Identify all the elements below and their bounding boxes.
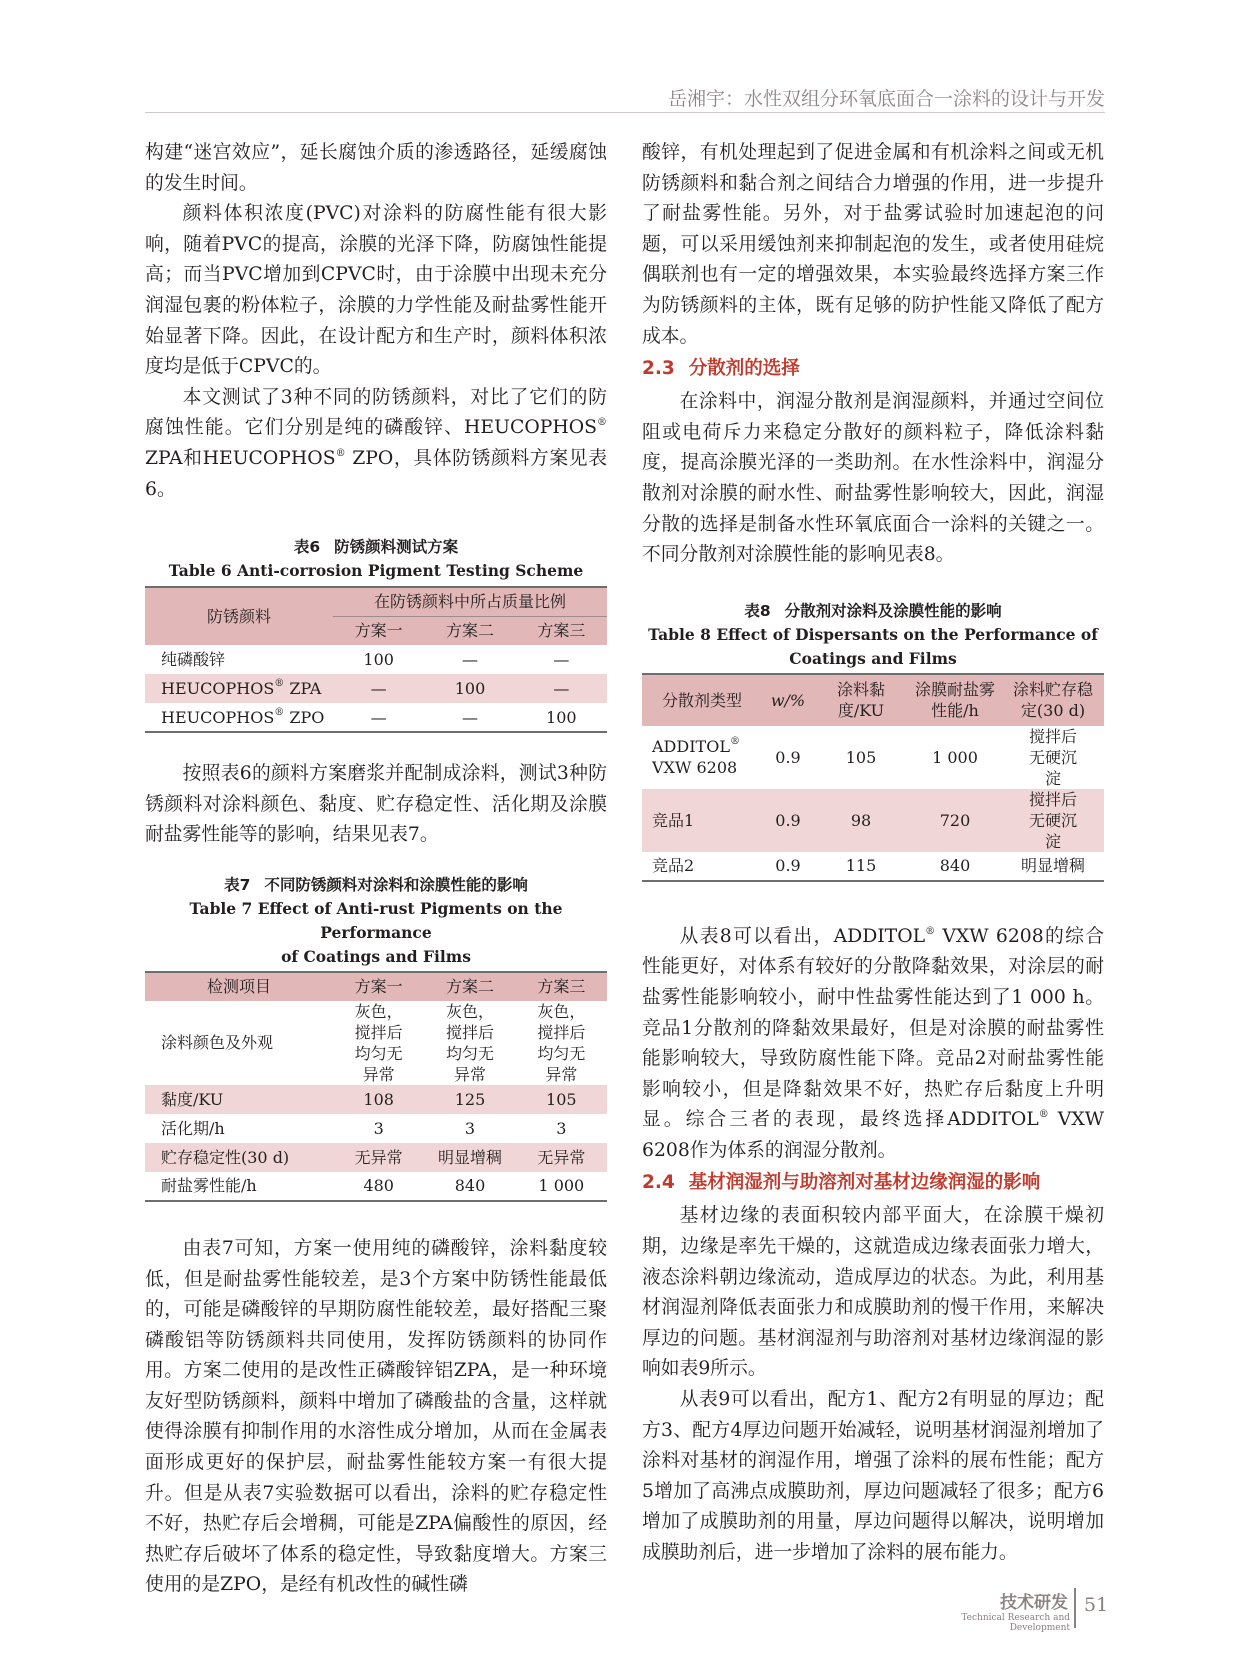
table8-header-stability: 涂料贮存稳定(30 d): [1002, 674, 1104, 726]
table8: [642, 673, 1104, 882]
table7-header-scheme1: 方案一: [333, 972, 424, 1001]
table-row: 竞品1 0.9 98 720 搅拌后无硬沉淀: [642, 789, 1104, 852]
registered-mark: ®: [925, 925, 936, 937]
table6-header-pigment: 防锈颜料: [145, 587, 333, 645]
table-row: 贮存稳定性(30 d) 无异常 明显增稠 无异常: [145, 1143, 607, 1172]
section-heading-2-4: 2.4 基材润湿剂与助溶剂对基材边缘润湿的影响: [642, 1172, 1041, 1194]
table6-header-scheme2: 方案二: [424, 616, 515, 645]
table-row: 黏度/KU 108 125 105: [145, 1085, 607, 1114]
table7-caption-cn: 表7 不同防锈颜料对涂料和涂膜性能的影响: [224, 875, 528, 894]
table8-header-saltspray: 涂膜耐盐雾性能/h: [908, 674, 1002, 726]
table7-header-scheme2: 方案二: [424, 972, 515, 1001]
paragraph: 构建“迷宫效应”，延长腐蚀介质的渗透路径，延缓腐蚀的发生时间。: [145, 142, 607, 194]
table8-caption-en-2: Coatings and Films: [789, 648, 957, 668]
paragraph: 本文测试了3种不同的防锈颜料，对比了它们的防腐蚀性能。它们分别是纯的磷酸锌、HEUCOPHOS® ZPA和HEUCOPHOS® ZPO，具体防锈颜料方案见表6。: [145, 386, 607, 500]
paragraph: 颜料体积浓度(PVC)对涂料的防腐性能有很大影响，随着PVC的提高，涂膜的光泽下降，防腐蚀性能提高；而当PVC增加到CPVC时，由于涂膜中出现未充分润湿包裹的粉体粒子，涂膜的力学性能及耐盐雾性能开始显著下降。因此，在设计配方和生产时，颜料体积浓度均是低于CPVC的。: [145, 203, 607, 378]
table8-caption-en: Table 8 Effect of Dispersants on the Performance of: [648, 624, 1098, 644]
table-row: 耐盐雾性能/h 480 840 1 000: [161, 1176, 585, 1196]
table-row: 纯磷酸锌 100 — —: [161, 650, 570, 670]
table7-header-item: 检测项目: [145, 972, 333, 1001]
running-head: 岳湘宇：水性双组分环氧底面合一涂料的设计与开发: [667, 88, 1105, 110]
paragraph: 酸锌，有机处理起到了促进金属和有机涂料之间或无机防锈颜料和黏合剂之间结合力增强的作用，进一步提升了耐盐雾性能。另外，对于盐雾试验时加速起泡的问题，可以采用缓蚀剂来抑制起泡的发生，或者使用硅烷偶联剂也有一定的增强效果，本实验最终选择方案三作为防锈颜料的主体，既有足够的防护性能又降低了配方成本。: [642, 142, 1104, 347]
registered-mark: ®: [597, 417, 607, 429]
page-number: 51: [1084, 1594, 1109, 1616]
paragraph: 在涂料中，润湿分散剂是润湿颜料，并通过空间位阻或电荷斥力来稳定分散好的颜料粒子，降低涂料黏度，提高涂膜光泽的一类助剂。在水性涂料中，润湿分散剂对涂膜的耐水性、耐盐雾性影响较大，因此，润湿分散的选择是制备水性环氧底面合一涂料的关键之一。不同分散剂对涂膜性能的影响见表8。: [642, 391, 1104, 566]
section-heading-2-3: 2.3 分散剂的选择: [642, 358, 800, 380]
table6-caption-cn: 表6 防锈颜料测试方案: [293, 538, 459, 557]
left-column: [145, 138, 607, 1601]
table7-caption-en: Table 7 Effect of Anti-rust Pigments on the Performance: [189, 898, 563, 942]
footer-divider: [1074, 1588, 1076, 1628]
table-row: 涂料颜色及外观 灰色，搅拌后均匀无异常 灰色，搅拌后均匀无异常 灰色，搅拌后均匀无异常: [161, 1001, 586, 1084]
table8-header-type: 分散剂类型: [642, 674, 762, 726]
table6-header-group: 在防锈颜料中所占质量比例: [333, 587, 607, 616]
table-row: 竞品2 0.9 115 840 明显增稠: [652, 856, 1085, 876]
table8-header-viscosity: 涂料黏度/KU: [814, 674, 908, 726]
paragraph: 从表8可以看出，ADDITOL® VXW 6208的综合性能更好，对体系有较好的分散降黏效果，对涂层的耐盐雾性能影响较小，耐中性盐雾性能达到了1 000 h。竞品1分散剂的降黏效果最好，但是对涂膜的耐盐雾性能影响较大，导致防腐性能下降。竞品2对耐盐雾性能影响较小，但是降黏效果不好，热贮存后黏度上升明显。综合三者的表现，最终选择ADDITOL® VXW 6208作为体系的润湿分散剂。: [642, 925, 1104, 1161]
registered-mark: ®: [1038, 1109, 1049, 1121]
paragraph: 由表7可知，方案一使用纯的磷酸锌，涂料黏度较低，但是耐盐雾性能较差，是3个方案中防锈性能最低的，可能是磷酸锌的早期防腐性能较差，最好搭配三聚磷酸铝等防锈颜料共同使用，发挥防锈颜料的协同作用。方案二使用的是改性正磷酸锌铝ZPA，是一种环境友好型防锈颜料，颜料中增加了磷酸盐的含量，这样就使得涂膜有抑制作用的水溶性成分增加，从而在金属表面形成更好的保护层，耐盐雾性能较方案一有很大提升。但是从表7实验数据可以看出，涂料的贮存稳定性不好，热贮存后会增稠，可能是ZPA偏酸性的原因，经热贮存后破坏了体系的稳定性，导致黏度增大。方案三使用的是ZPO，是经有机改性的碱性磷: [145, 1237, 607, 1596]
table6-header-scheme1: 方案一: [333, 616, 424, 645]
table7-caption-en-2: of Coatings and Films: [281, 946, 471, 966]
table7-header-scheme3: 方案三: [516, 972, 607, 1001]
table-row: ADDITOL® VXW 6208 0.9 105 1 000 搅拌后无硬沉淀: [652, 726, 1077, 788]
table-row: HEUCOPHOS® ZPA — 100 —: [145, 674, 607, 703]
paragraph: 从表9可以看出，配方1、配方2有明显的厚边；配方3、配方4厚边问题开始减轻，说明基材润湿剂增加了涂料对基材的润湿作用，增强了涂料的展布性能；配方5增加了高沸点成膜助剂，厚边问题减轻了很多；配方6增加了成膜助剂的用量，厚边问题得以解决，说明增加成膜助剂后，进一步增加了涂料的展布能力。: [642, 1389, 1104, 1563]
table6: [145, 586, 607, 733]
header-rule: [145, 112, 1105, 113]
paragraph: 基材边缘的表面积较内部平面大，在涂膜干燥初期，边缘是率先干燥的，这就造成边缘表面张力增大，液态涂料朝边缘流动，造成厚边的状态。为此，利用基材润湿剂降低表面张力和成膜助剂的慢干作用，来解决厚边的问题。基材润湿剂与助溶剂对基材边缘润湿的影响如表9所示。: [642, 1205, 1104, 1380]
right-column: [642, 138, 1104, 1569]
table-row: 活化期/h 3 3 3: [161, 1118, 567, 1138]
table8-header-w: w/%: [762, 674, 814, 726]
footer-section-cn: 技术研发: [1000, 1593, 1068, 1613]
table6-header-scheme3: 方案三: [516, 616, 607, 645]
table7: [145, 971, 607, 1202]
footer-section-en: Technical Research and Development: [961, 1613, 1070, 1633]
registered-mark: ®: [335, 447, 346, 459]
table-row: HEUCOPHOS® ZPO — — 100: [161, 706, 577, 727]
table6-caption-en: Table 6 Anti-corrosion Pigment Testing Scheme: [168, 561, 584, 581]
table8-caption-cn: 表8 分散剂对涂料及涂膜性能的影响: [744, 601, 1002, 620]
paragraph: 按照表6的颜料方案磨浆并配制成涂料，测试3种防锈颜料对涂料颜色、黏度、贮存稳定性、活化期及涂膜耐盐雾性能等的影响，结果见表7。: [145, 763, 607, 846]
